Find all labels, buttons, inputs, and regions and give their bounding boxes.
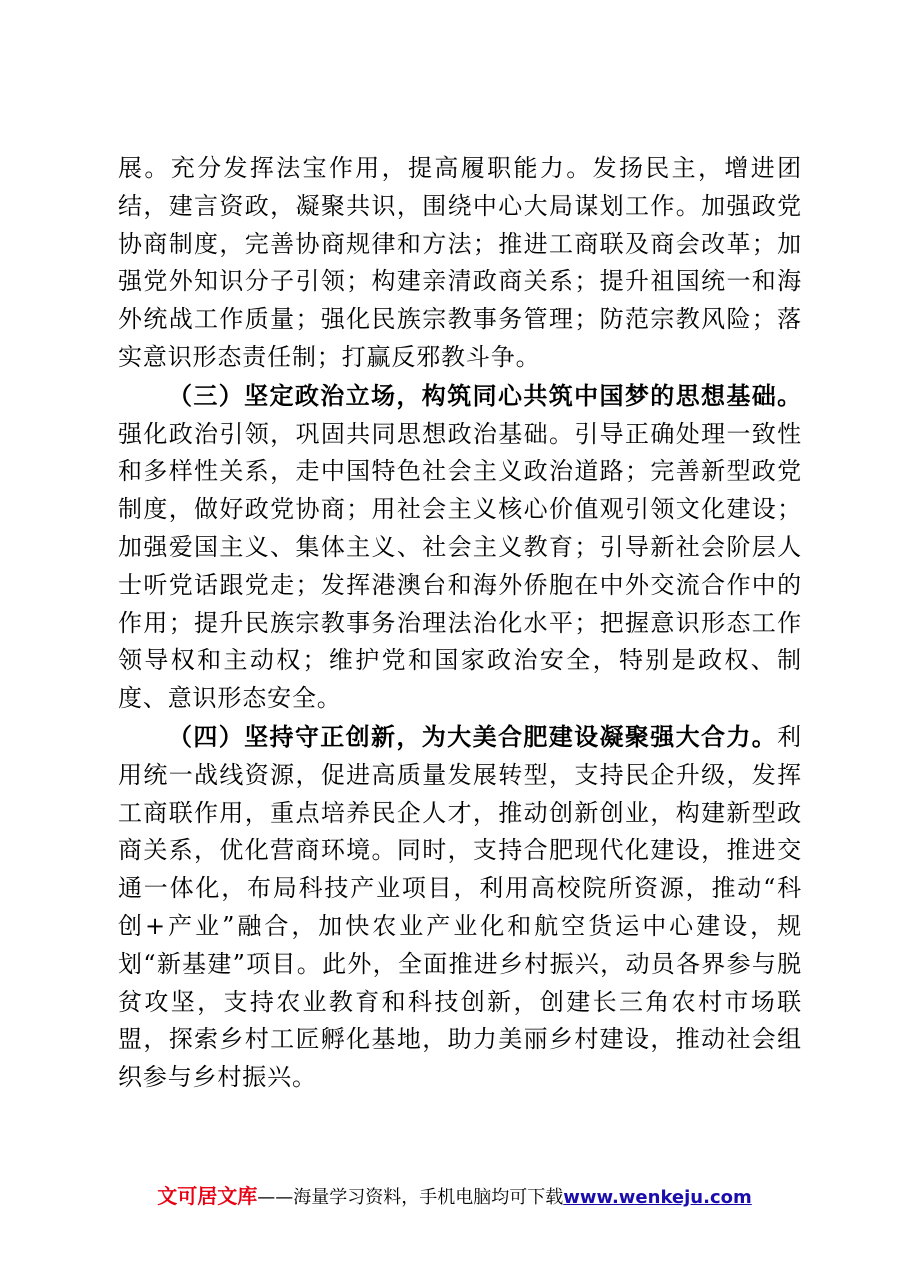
document-body <box>118 150 802 1097</box>
footer-website-link[interactable]: www.wenkeju.com <box>563 1187 752 1208</box>
footer-banner <box>0 1180 909 1209</box>
paragraph-section-3 <box>118 377 802 718</box>
footer-tagline: ——海量学习资料，手机电脑均可下载 <box>257 1187 564 1208</box>
paragraph-text: 强化政治引领，巩固共同思想政治基础。引导正确处理一致性和多样性关系，走中国特色社会主义政治道路；完善新型政党制度，做好政党协商；用社会主义核心价值观引领文化建设；加强爱国主义、集体主义、社会主义教育；引导新社会阶层人士听党话跟党走；发挥港澳台和海外侨胞在中外交流合作中的作用；提升民族宗教事务治理法治化水平；把握意识形态工作领导权和主动权；维护党和国家政治安全，特别是政权、制度、意识形态安全。 <box>118 419 802 713</box>
paragraph-text: 利用统一战线资源，促进高质量发展转型，支持民企升级，发挥工商联作用，重点培养民企人才，推动创新创业，构建新型政商关系，优化营商环境。同时，支持合肥现代化建设，推进交通一体化，布局科技产业项目，利用高校院所资源，推动“科创+产业”融合，加快农业产业化和航空货运中心建设，规划“新基建”项目。此外，全面推进乡村振兴，动员各界参与脱贫攻坚，支持农业教育和科技创新，创建长三角农村市场联盟，探索乡村工匠孵化基地，助力美丽乡村建设，推动社会组织参与乡村振兴。 <box>118 722 802 1092</box>
footer-brand-name: 文可居文库 <box>157 1184 258 1208</box>
paragraph-text: 展。充分发挥法宝作用，提高履职能力。发扬民主，增进团结，建言资政，凝聚共识，围绕中心大局谋划工作。加强政党协商制度，完善协商规律和方法；推进工商联及商会改革；加强党外知识分子引领；构建亲清政商关系；提升祖国统一和海外统战工作质量；强化民族宗教事务管理；防范宗教风险；落实意识形态责任制；打赢反邪教斗争。 <box>118 154 802 371</box>
paragraph-continuation <box>118 150 802 377</box>
section-heading: （三）坚定政治立场，构筑同心共筑中国梦的思想基础。 <box>168 380 802 410</box>
paragraph-section-4 <box>118 718 802 1097</box>
section-heading: （四）坚持守正创新，为大美合肥建设凝聚强大合力。 <box>168 721 778 751</box>
